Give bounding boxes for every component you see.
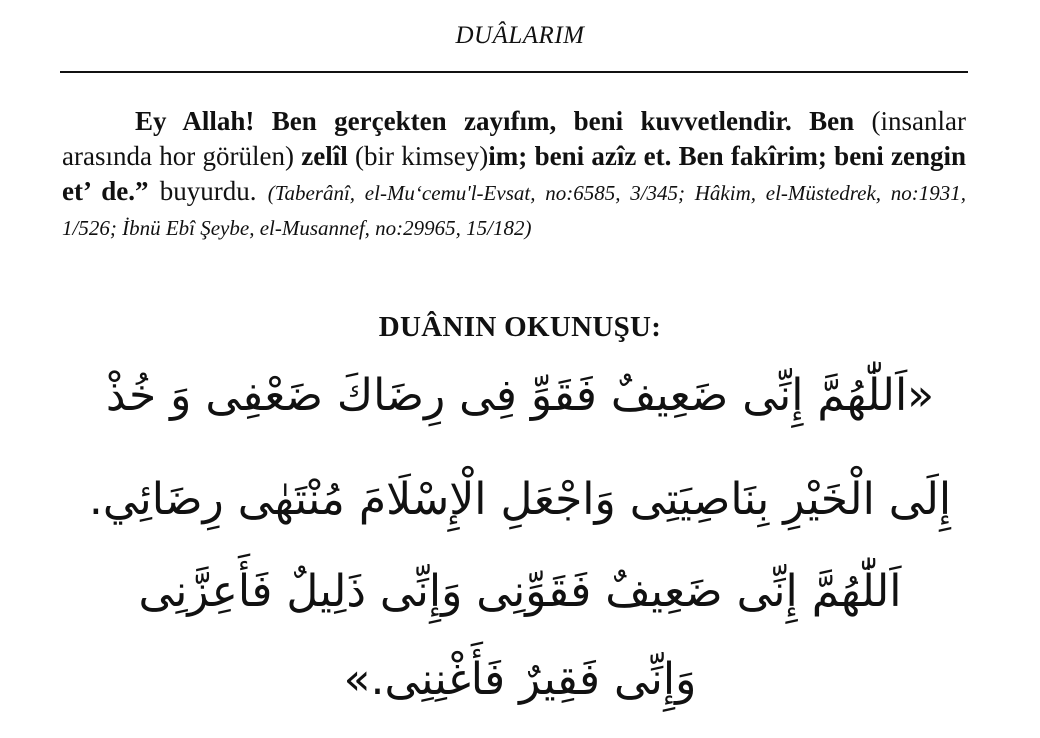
header-rule	[60, 71, 968, 73]
hadith-paragraph	[62, 104, 966, 244]
arabic-prayer-line-2: إِلَى الْخَيْرِ بِنَاصِيَتِى وَاجْعَلِ الْإِسْلَامَ مُنْتَهٰى رِضَائِي.	[88, 474, 952, 525]
paragraph-plain-1: (insanlar arasında hor görülen)	[62, 106, 966, 171]
arabic-prayer-line-3: اَللّٰهُمَّ إِنِّى ضَعِيفٌ فَقَوِّنِى وَإِنِّى ذَلِيلٌ فَأَعِزَّنِى	[138, 566, 902, 617]
paragraph-plain-2: (bir kimsey)	[347, 141, 489, 171]
running-title: DUÂLARIM	[455, 22, 585, 49]
section-heading: DUÂNIN OKUNUŞU:	[378, 311, 662, 343]
paragraph-bold-2: zelîl	[301, 141, 348, 171]
paragraph-bold-3: im; beni azîz et. Ben fakîrim; beni zengin et’ de.”	[62, 141, 966, 206]
arabic-prayer-line-1: «اَللّٰهُمَّ إِنِّى ضَعِيفٌ فَقَوِّ فِى رِضَاكَ ضَعْفِى وَ خُذْ	[105, 370, 935, 421]
paragraph-plain-3: buyurdu.	[148, 176, 268, 206]
paragraph-bold-1: Ey Allah! Ben gerçekten zayıfım, beni kuvvetlendir. Ben	[135, 106, 855, 136]
arabic-prayer-line-4: وَإِنِّى فَقِيرٌ فَأَغْنِنِى.»	[343, 654, 697, 705]
source-citation: (Taberânî, el-Mu‘cemu'l-Evsat, no:6585, 3/345; Hâkim, el-Müstedrek, no:1931, 1/526; İbnü Ebî Şeybe, el-Musannef, no:29965, 15/182)	[62, 181, 967, 240]
